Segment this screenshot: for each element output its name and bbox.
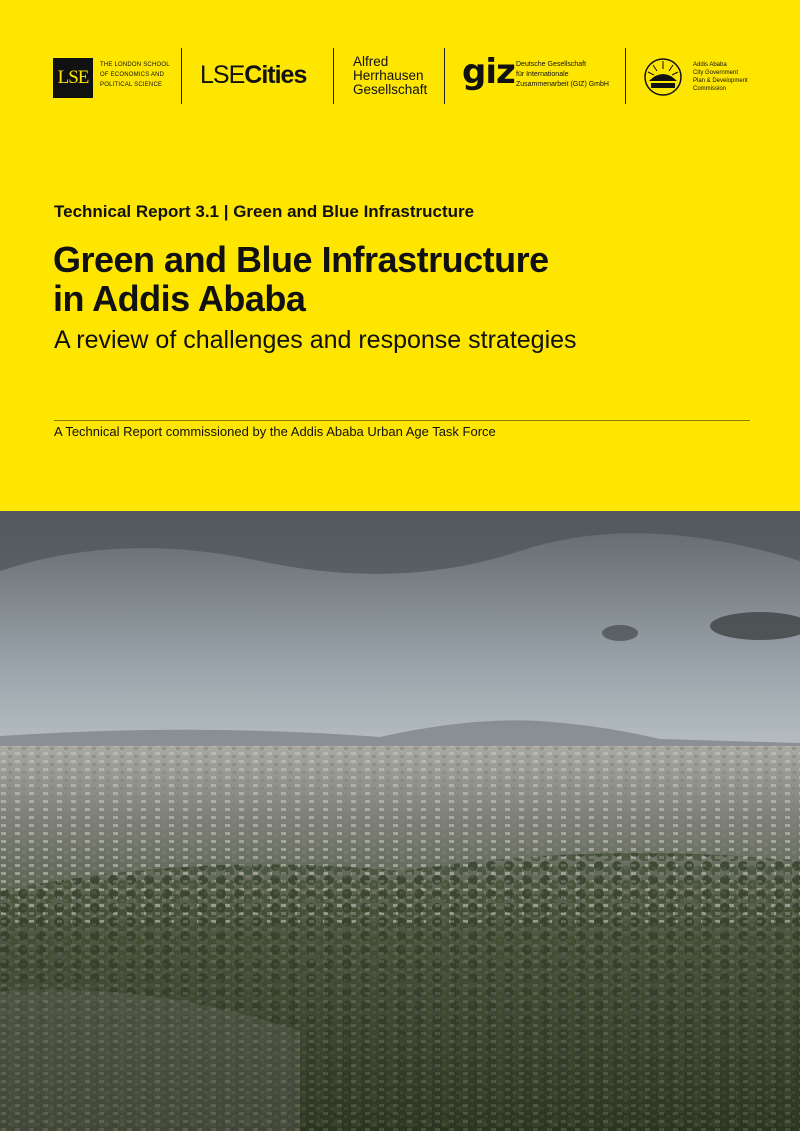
lse-name: THE LONDON SCHOOL OF ECONOMICS AND POLITICAL SCIENCE — [100, 62, 170, 88]
partner-logos — [53, 48, 753, 106]
giz-name: Deutsche Gesellschaft für Internationale Zusammenarbeit (GIZ) GmbH — [516, 61, 609, 88]
city-aerial-photo — [0, 511, 800, 1131]
report-label: Technical Report 3.1 | Green and Blue Infrastructure — [54, 202, 475, 221]
cover-header — [0, 0, 800, 511]
report-title: Green and Blue Infrastructure in Addis Ababa — [53, 239, 549, 319]
logo-divider — [333, 48, 334, 104]
logo-divider — [625, 48, 626, 104]
divider-rule — [54, 420, 750, 421]
logo-divider — [181, 48, 182, 104]
report-tagline: A review of challenges and response strategies — [54, 326, 577, 354]
alfred-herrhausen-logo: Alfred Herrhausen Gesellschaft — [353, 54, 428, 97]
addis-ababa-emblem-icon — [643, 57, 683, 97]
lse-logo: LSE — [53, 58, 93, 98]
giz-logo: giz — [462, 52, 515, 92]
logo-divider — [444, 48, 445, 104]
addis-ababa-name: Addis Ababa City Government Plan & Development Commission — [693, 62, 748, 92]
lsecities-logo: LSECities — [200, 61, 307, 89]
commission-note: A Technical Report commissioned by the Addis Ababa Urban Age Task Force — [54, 424, 496, 439]
